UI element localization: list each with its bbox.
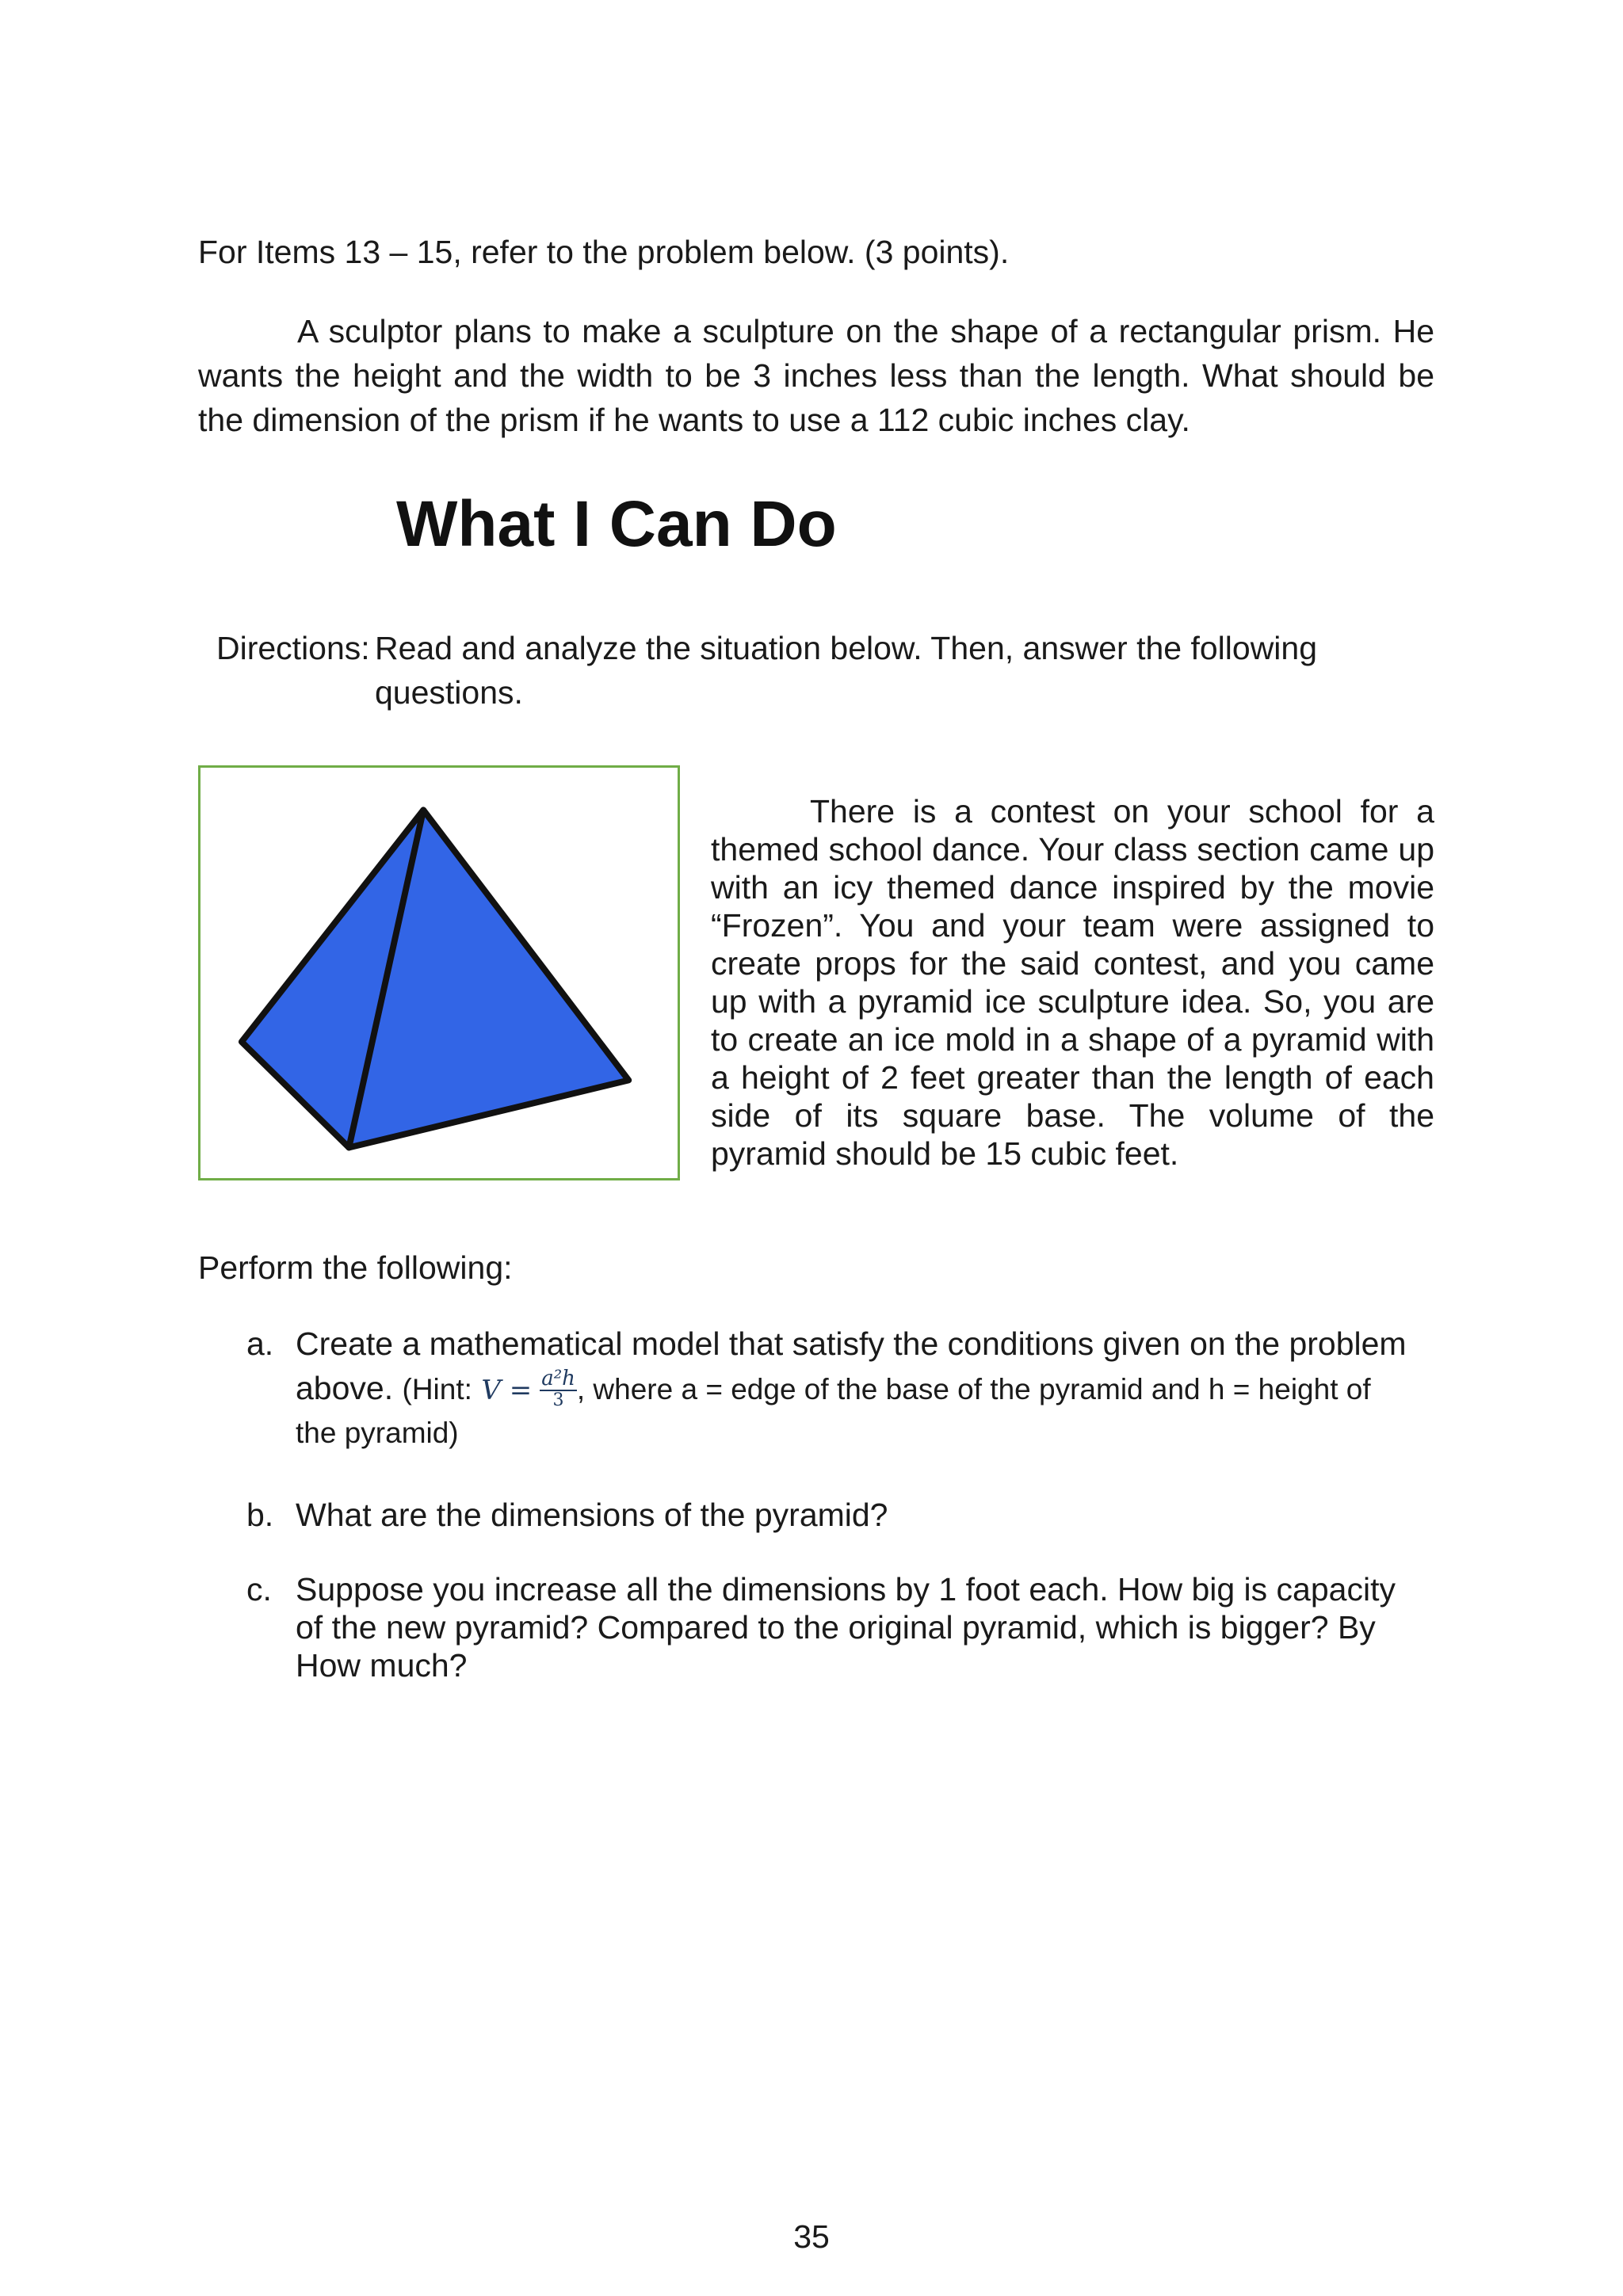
item-a-line-1: Create a mathematical model that satisfy the conditions given on the problem bbox=[296, 1325, 1407, 1362]
item-b-letter: b. bbox=[246, 1497, 274, 1533]
item-c-line-3: How much? bbox=[296, 1647, 468, 1684]
directions-text bbox=[375, 626, 1381, 715]
formula-lhs: V = bbox=[481, 1374, 533, 1406]
problem-paragraph: A sculptor plans to make a sculpture on the shape of a rectangular prism. He wants the height and the width to be 3 inches less than the length. What should be the dimension of the prism if he wants to use a 112 cubic inches clay. bbox=[198, 313, 1434, 438]
item-c-line-1: Suppose you increase all the dimensions by 1 foot each. How big is capacity bbox=[296, 1571, 1396, 1608]
page-number: 35 bbox=[793, 2218, 830, 2255]
formula-denominator: 3 bbox=[552, 1390, 564, 1410]
formula-numerator: a²h bbox=[541, 1366, 575, 1390]
directions-line-2: questions. bbox=[375, 674, 523, 711]
intro-text: For Items 13 – 15, refer to the problem below. (3 points). bbox=[198, 234, 1010, 270]
item-a-hint-open: (Hint: bbox=[402, 1373, 472, 1405]
item-a-letter: a. bbox=[246, 1325, 274, 1362]
perform-label: Perform the following: bbox=[198, 1249, 513, 1286]
item-b-text: What are the dimensions of the pyramid? bbox=[296, 1497, 888, 1533]
section-heading: What I Can Do bbox=[396, 488, 837, 560]
item-a-line-3: the pyramid) bbox=[296, 1416, 459, 1449]
item-a-hint-rest: , where a = edge of the base of the pyramid and h = height of bbox=[576, 1373, 1371, 1405]
item-a-above: above. bbox=[296, 1370, 394, 1406]
pyramid-illustration bbox=[200, 768, 678, 1178]
pyramid-figure bbox=[198, 765, 680, 1180]
item-c-letter: c. bbox=[246, 1571, 272, 1608]
item-a-line-2 bbox=[296, 1366, 1445, 1413]
directions-line-1: Read and analyze the situation below. Then, answer the following bbox=[375, 630, 1318, 666]
scenario-paragraph: There is a contest on your school for a themed school dance. Your class section came up with an icy themed dance inspired by the movie “Frozen”. You and your team were assigned to create props for the said contest, and you came up with a pyramid ice sculpture idea. So, you are to create an ice mold in a shape of a pyramid with a height of 2 feet greater than the length of each side of its square base. The volume of the pyramid should be 15 cubic feet. bbox=[711, 793, 1434, 1172]
item-c-line-2: of the new pyramid? Compared to the original pyramid, which is bigger? By bbox=[296, 1609, 1376, 1646]
formula-fraction bbox=[540, 1367, 577, 1410]
directions-label: Directions: bbox=[216, 630, 370, 666]
volume-formula bbox=[481, 1368, 577, 1413]
